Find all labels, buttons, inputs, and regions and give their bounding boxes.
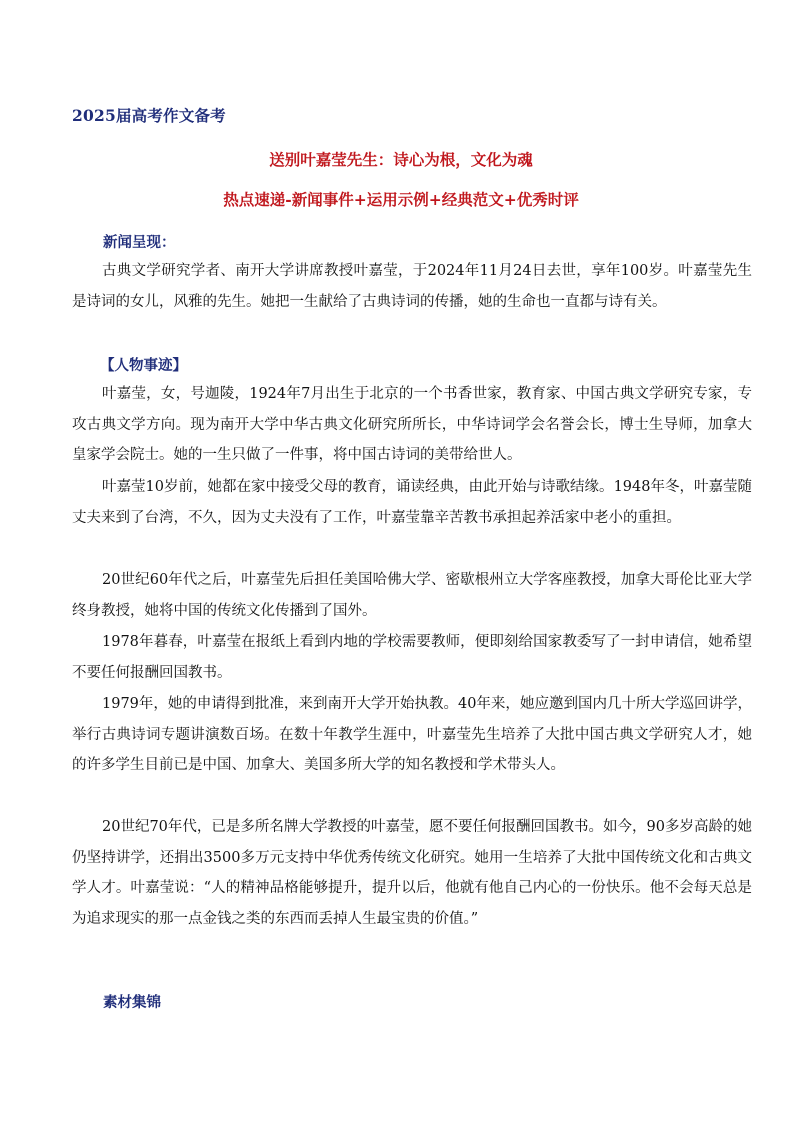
body-paragraph: 1979年，她的申请得到批准，来到南开大学开始执教。40年来，她应邀到国内几十所大学巡回讲学，举行古典诗词专题讲演数百场。在数十年教学生涯中，叶嘉莹先生培养了大批中国古典文学研究人才，她的许多学生目前已是中国、加拿大、美国多所大学的知名教授和学术带头人。 (72, 696, 752, 774)
person-section-label: 【人物事迹】 (100, 357, 187, 374)
news-section-label: 新闻呈现： (103, 234, 176, 251)
news-paragraph: 古典文学研究学者、南开大学讲席教授叶嘉莹，于2024年11月24日去世，享年100岁。叶嘉莹先生是诗词的女儿，风雅的先生。她把一生献给了古典诗词的传播，她的生命也一直都与诗有关。 (72, 263, 752, 310)
materials-section-label: 素材集锦 (103, 994, 161, 1011)
article-title: 送别叶嘉莹先生：诗心为根，文化为魂 (269, 150, 533, 169)
body-paragraph: 1978年暮春，叶嘉莹在报纸上看到内地的学校需要教师，便即刻给国家教委写了一封申请信，她希望不要任何报酬回国教书。 (72, 634, 752, 681)
body-paragraph: 20世纪60年代之后，叶嘉莹先后担任美国哈佛大学、密歇根州立大学客座教授，加拿大哥伦比亚大学终身教授，她将中国的传统文化传播到了国外。 (72, 572, 752, 619)
body-paragraph: 叶嘉莹10岁前，她都在家中接受父母的教育，诵读经典，由此开始与诗歌结缘。1948年冬，叶嘉莹随丈夫来到了台湾，不久，因为丈夫没有了工作，叶嘉莹靠辛苦教书承担起养活家中老小的重担。 (72, 479, 752, 526)
article-subtitle: 热点速递-新闻事件+运用示例+经典范文+优秀时评 (223, 190, 579, 209)
body-paragraph: 叶嘉莹，女，号迦陵，1924年7月出生于北京的一个书香世家，教育家、中国古典文学研究专家，专攻古典文学方向。现为南开大学中华古典文化研究所所长，中华诗词学会名誉会长，博士生导师，加拿大皇家学会院士。她的一生只做了一件事，将中国古诗词的美带给世人。 (72, 386, 752, 464)
body-paragraph: 20世纪70年代，已是多所名牌大学教授的叶嘉莹，愿不要任何报酬回国教书。如今，90多岁高龄的她仍坚持讲学，还捐出3500多万元支持中华优秀传统文化研究。她用一生培养了大批中国传统文化和古典文学人才。叶嘉莹说：“人的精神品格能够提升，提升以后，他就有他自己内心的一份快乐。他不会每天总是为追求现实的那一点金钱之类的东西而丢掉人生最宝贵的价值。” (72, 819, 752, 928)
series-heading: 2025届高考作文备考 (72, 106, 226, 125)
